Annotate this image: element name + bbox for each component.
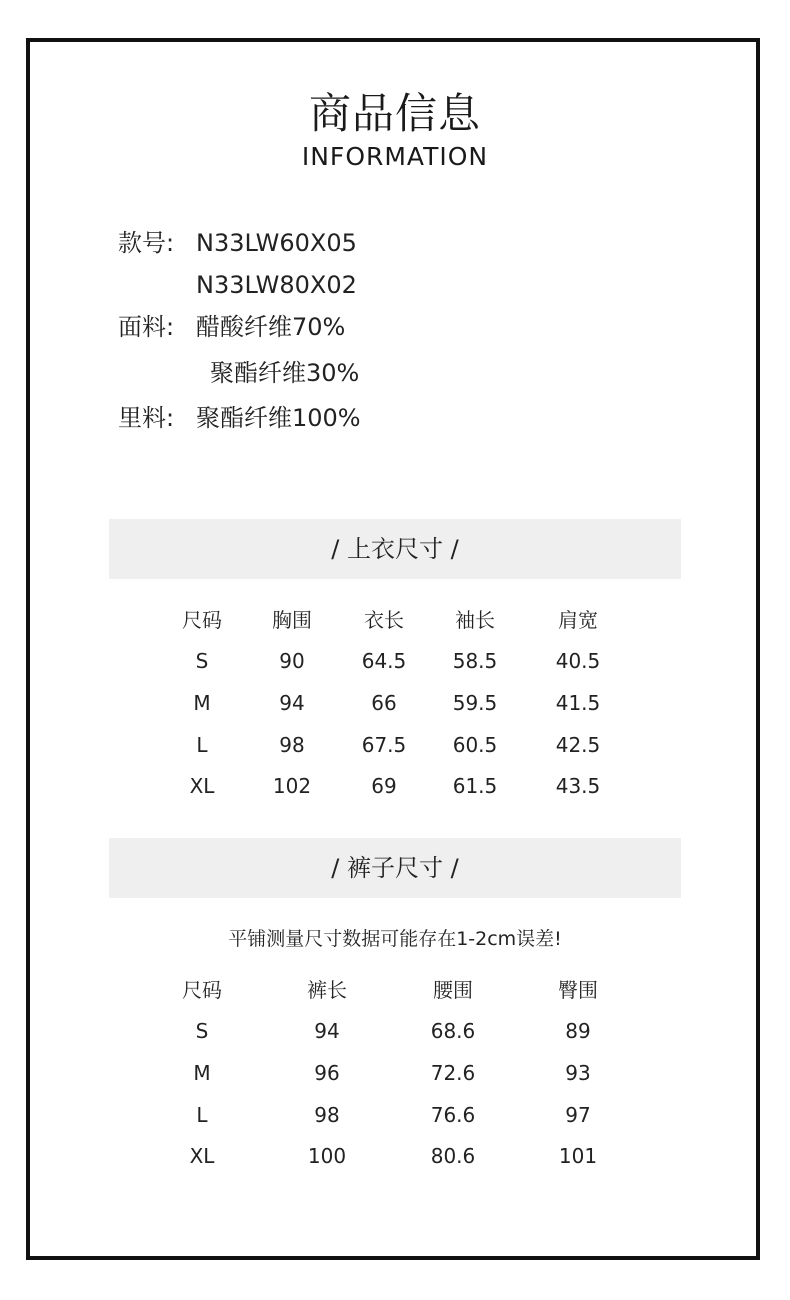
table-cell: 93: [565, 1061, 591, 1085]
measurement-note: 平铺测量尺寸数据可能存在1-2cm误差!: [228, 928, 562, 950]
style-number-value-2: N33LW80X02: [196, 271, 357, 299]
fabric-value-2: 聚酯纤维30%: [210, 359, 360, 387]
table-header-cell: 腰围: [433, 978, 473, 1002]
table-cell: 41.5: [555, 691, 601, 715]
lining-value: 聚酯纤维100%: [196, 404, 361, 432]
table-cell: 100: [307, 1144, 347, 1168]
table-cell: 59.5: [452, 691, 498, 715]
table-cell: 72.6: [430, 1061, 476, 1085]
table-header-cell: 尺码: [182, 978, 222, 1002]
table-cell: 96: [314, 1061, 340, 1085]
style-number-value-1: N33LW60X05: [196, 229, 357, 257]
table-header-cell: 臀围: [558, 978, 598, 1002]
table-cell: 94: [314, 1019, 340, 1043]
lining-line: [118, 403, 361, 433]
table-cell: 98: [279, 733, 305, 757]
table-cell: 98: [314, 1103, 340, 1127]
table-cell: L: [196, 733, 208, 757]
table-header-cell: 胸围: [272, 608, 312, 632]
table-cell: 69: [371, 774, 397, 798]
table-cell: 68.6: [430, 1019, 476, 1043]
table-cell: 101: [558, 1144, 598, 1168]
table-header-cell: 袖长: [455, 608, 495, 632]
table-cell: 61.5: [452, 774, 498, 798]
top-size-section-header: / 上衣尺寸 /: [109, 519, 681, 579]
table-cell: 76.6: [430, 1103, 476, 1127]
table-cell: XL: [189, 1144, 215, 1168]
table-cell: 89: [565, 1019, 591, 1043]
table-cell: 102: [272, 774, 312, 798]
table-header-cell: 肩宽: [558, 608, 598, 632]
table-cell: M: [193, 691, 211, 715]
table-cell: M: [193, 1061, 211, 1085]
pants-size-section-header: / 裤子尺寸 /: [109, 838, 681, 898]
table-cell: 97: [565, 1103, 591, 1127]
style-number-label: 款号:: [118, 229, 175, 257]
table-cell: S: [195, 649, 209, 673]
table-cell: 66: [371, 691, 397, 715]
fabric-label: 面料:: [118, 313, 175, 341]
table-cell: 40.5: [555, 649, 601, 673]
table-cell: 90: [279, 649, 305, 673]
table-header-cell: 裤长: [307, 978, 347, 1002]
table-cell: XL: [189, 774, 215, 798]
table-cell: L: [196, 1103, 208, 1127]
table-header-cell: 尺码: [182, 608, 222, 632]
table-header-cell: 衣长: [364, 608, 404, 632]
table-cell: 42.5: [555, 733, 601, 757]
table-cell: 43.5: [555, 774, 601, 798]
style-number-line-2: [118, 270, 357, 300]
fabric-value-1: 醋酸纤维70%: [196, 313, 346, 341]
table-cell: 67.5: [361, 733, 407, 757]
fabric-line: [118, 312, 345, 342]
style-number-line: [118, 228, 357, 258]
table-cell: S: [195, 1019, 209, 1043]
table-cell: 80.6: [430, 1144, 476, 1168]
fabric-line-2: [118, 358, 359, 388]
page-title: 商品信息: [308, 89, 481, 138]
table-cell: 94: [279, 691, 305, 715]
lining-label: 里料:: [118, 404, 175, 432]
page-subtitle: INFORMATION: [301, 142, 489, 171]
table-cell: 64.5: [361, 649, 407, 673]
table-cell: 58.5: [452, 649, 498, 673]
table-cell: 60.5: [452, 733, 498, 757]
